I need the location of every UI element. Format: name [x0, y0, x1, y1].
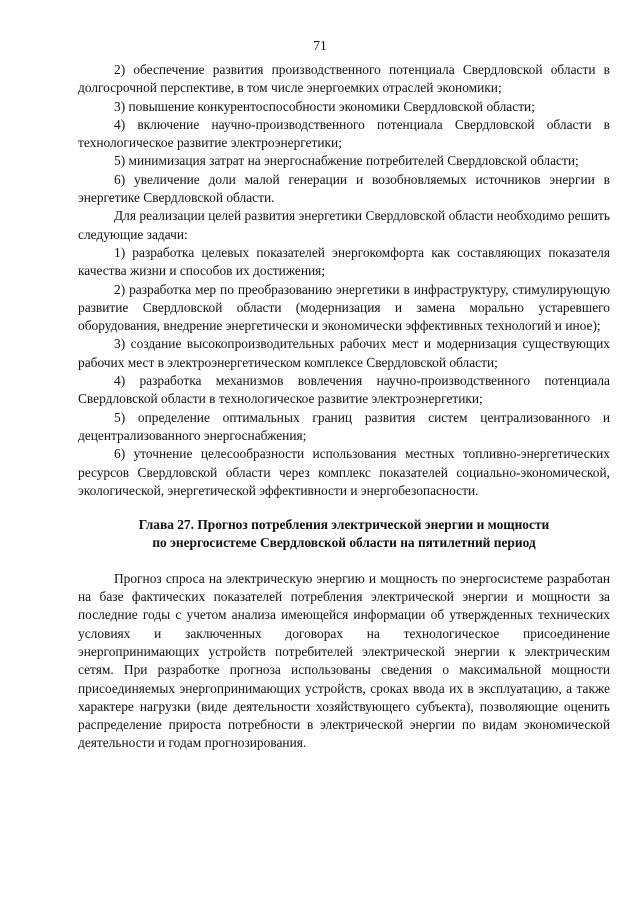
goal-item-4: 4) включение научно-производственного потенциала Свердловской области в технологическое развитие электроэнергетики;	[78, 116, 610, 151]
task-item-1: 1) разработка целевых показателей энергокомфорта как составляющих показателя качества жизни и способов их достижения;	[78, 244, 610, 279]
chapter-heading-line-2: по энергосистеме Свердловской области на пятилетний период	[152, 535, 536, 551]
goal-item-6: 6) увеличение доли малой генерации и возобновляемых источников энергии в энергетике Свердловской области.	[78, 171, 610, 206]
tasks-intro: Для реализации целей развития энергетики Свердловской области необходимо решить следующие задачи:	[78, 208, 610, 242]
document-body	[78, 61, 610, 753]
goal-item-3: 3) повышение конкурентоспособности экономики Свердловской области;	[114, 98, 535, 114]
task-item-3: 3) создание высокопроизводительных рабочих мест и модернизация существующих рабочих мест в электроэнергетическом комплексе Свердловской области;	[78, 336, 610, 370]
page-number: 71	[313, 38, 327, 53]
chapter-heading-line-1: Глава 27. Прогноз потребления электрической энергии и мощности	[138, 517, 550, 533]
goal-item-2: 2) обеспечение развития производственного потенциала Свердловской области в долгосрочной перспективе, в том числе энергоемких отраслей экономики;	[78, 62, 610, 96]
task-item-2: 2) разработка мер по преобразованию энергетики в инфраструктуру, стимулирующую развитие Свердловской области (модернизация и замена морально устаревшего оборудования, внедрение энергетически и экономически эффективных технологий и иное);	[78, 281, 610, 334]
task-item-4: 4) разработка механизмов вовлечения научно-производственного потенциала Свердловской области в технологическое развитие электроэнергетики;	[78, 373, 610, 407]
chapter-heading	[78, 516, 610, 553]
goal-item-5: 5) минимизация затрат на энергоснабжение потребителей Свердловской области;	[114, 153, 579, 169]
task-item-6: 6) уточнение целесообразности использования местных топливно-энергетических ресурсов Свердловской области через комплекс показателей социально-экономической, экологической, энергетической эффективности и энергобезопасности.	[78, 446, 610, 498]
spacer	[78, 553, 610, 570]
chapter-paragraph: Прогноз спроса на электрическую энергию и мощность по энергосистеме разработан на базе фактических показателей потребления электрической энергии и мощности за последние годы с учетом анализа имеющейся информации об утвержденных технических условиях и заключенных договорах на технологическое присоединение энергопринимающих устройств потребителей электрической энергии к электрическим сетям. При разработке прогноза использованы сведения о максимальной мощности присоединяемых энергопринимающих устройств, сроках ввода их в эксплуатацию, а также характере нагрузки (виде деятельности хозяйствующего субъекта), позволяющие оценить распределение прироста потребности в электрической энергии по видам экономической деятельности и годам прогнозирования.	[78, 570, 610, 751]
task-item-5: 5) определение оптимальных границ развития систем централизованного и децентрализованного энергоснабжения;	[78, 409, 610, 443]
